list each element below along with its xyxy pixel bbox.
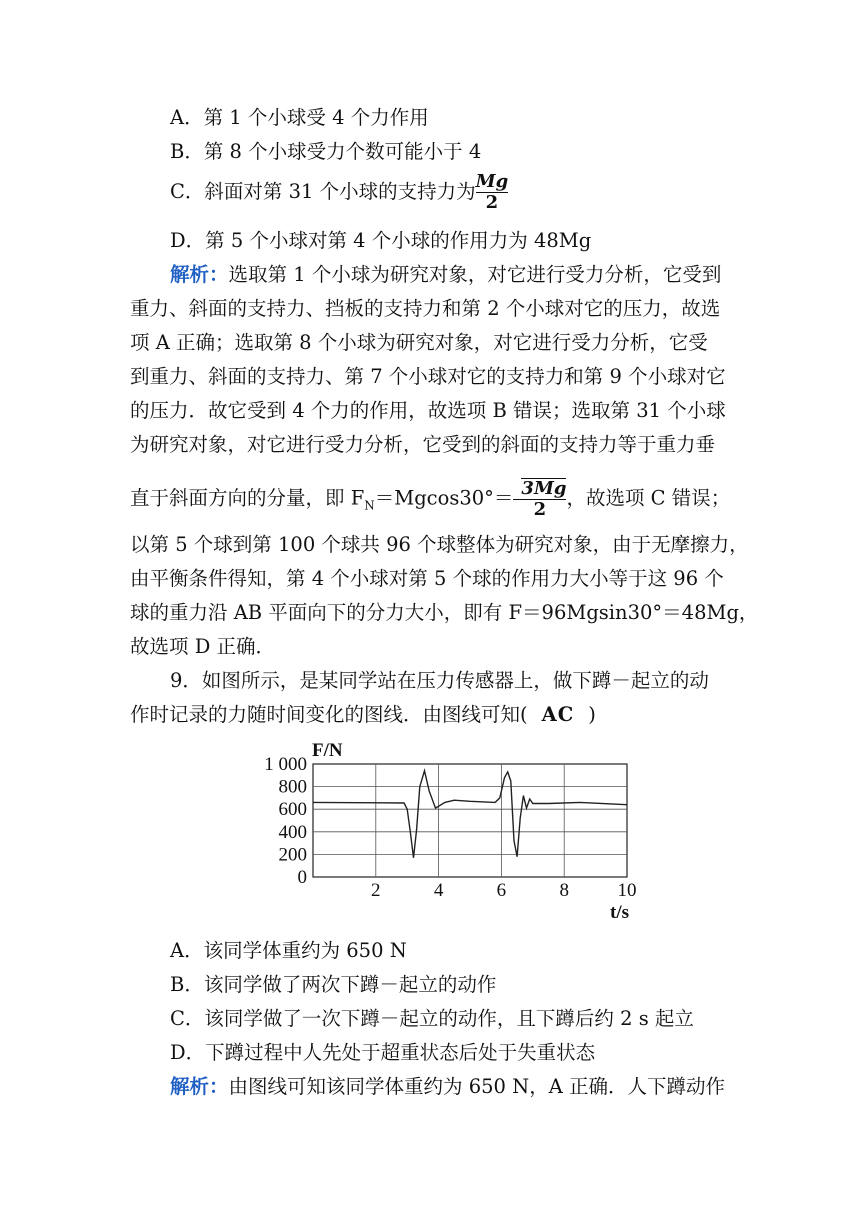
- x-tick-label: 4: [433, 880, 444, 901]
- q9-option-b: B．该同学做了两次下蹲－起立的动作: [170, 973, 497, 996]
- chart-grid: [313, 764, 627, 877]
- y-tick-label: 0: [297, 867, 307, 888]
- q8-solution-line-10: 球的重力沿 AB 平面向下的分力大小，即有 F＝96Mgsin30°＝48Mg，: [130, 601, 759, 624]
- solution-tag: 解析：: [170, 1075, 229, 1098]
- q9-option-d: D．下蹲过程中人先处于超重状态后处于失重状态: [170, 1041, 596, 1064]
- x-tick-label: 2: [371, 880, 381, 901]
- q8-solution-line-8: 以第 5 个球到第 100 个球共 96 个球整体为研究对象，由于无摩擦力，: [130, 533, 749, 556]
- q8-solution-line-9: 由平衡条件得知，第 4 个小球对第 5 个球的作用力大小等于这 96 个: [130, 567, 724, 590]
- q8-option-d: D．第 5 个小球对第 4 个小球的作用力为 48Mg: [170, 229, 592, 252]
- y-tick-label: 600: [278, 799, 307, 821]
- q8-option-c: [170, 172, 508, 213]
- q8-solution-line-6: 为研究对象，对它进行受力分析，它受到的斜面的支持力等于重力垂: [130, 433, 716, 456]
- y-tick-label: 400: [278, 821, 307, 843]
- x-tick-label: 10: [617, 880, 637, 901]
- force-series-line: [313, 771, 627, 858]
- y-tick-label: 200: [278, 844, 307, 866]
- x-tick-label: 6: [496, 880, 507, 901]
- q9-stem-close: ): [588, 703, 596, 726]
- plot-frame: [313, 764, 627, 877]
- subscript-n: N: [364, 498, 375, 513]
- q8-solution-line-4: 到重力、斜面的支持力、第 7 个小球对它的支持力和第 9 个小球对它: [130, 365, 726, 388]
- q9-solution-line-1: [170, 1074, 725, 1100]
- q8-solution-line-7: [130, 478, 730, 520]
- solution-text: ，故选项 C 错误；: [566, 486, 731, 510]
- q9-option-a: A．该同学体重约为 650 N: [170, 939, 407, 962]
- x-tick-label: 8: [559, 880, 569, 901]
- y-tick-label: 1 000: [264, 754, 307, 775]
- sqrt3-fraction: [513, 478, 566, 520]
- q8-option-c-text: C．斜面对第 31 个小球的支持力为: [170, 180, 476, 203]
- q8-solution-line-3: 项 A 正确；选取第 8 个小球为研究对象，对它进行受力分析，它受: [130, 331, 708, 354]
- q8-solution-line-11: 故选项 D 正确．: [130, 635, 276, 658]
- y-axis-label: F/N: [312, 740, 343, 761]
- q8-solution-line-1: [170, 262, 721, 288]
- solution-tag: 解析：: [170, 263, 229, 286]
- solution-text: 选取第 1 个小球为研究对象，对它进行受力分析，它受到: [228, 263, 722, 286]
- x-axis-label: t/s: [610, 902, 629, 923]
- q9-answer: AC: [541, 703, 575, 726]
- q9-option-c: C．该同学做了一次下蹲－起立的动作，且下蹲后约 2 s 起立: [170, 1007, 694, 1030]
- fraction-denominator: 2: [476, 192, 509, 213]
- chart-ticks: [264, 754, 636, 901]
- q9-stem-text: 作时记录的力随时间变化的图线．由图线可知(: [130, 703, 528, 726]
- force-time-chart: [250, 738, 670, 923]
- q8-solution-line-5: 的压力．故它受到 4 个力的作用，故选项 B 错误；选取第 31 个小球: [130, 399, 726, 422]
- solution-text: 由图线可知该同学体重约为 650 N，A 正确．人下蹲动作: [228, 1075, 725, 1098]
- fraction-numerator: Mg: [475, 171, 509, 192]
- q9-stem-line-2: [130, 702, 596, 728]
- fraction-denominator: 2: [513, 499, 566, 520]
- solution-text: ＝Mgcos30°＝: [374, 486, 514, 510]
- q9-stem-line-1: 9．如图所示，是某同学站在压力传感器上，做下蹲－起立的动: [170, 669, 709, 692]
- fraction-numerator: 3Mg: [521, 478, 567, 499]
- q8-solution-line-2: 重力、斜面的支持力、挡板的支持力和第 2 个小球对它的压力，故选: [130, 297, 721, 320]
- q8-option-a: A．第 1 个小球受 4 个力作用: [170, 106, 429, 129]
- q8-option-c-fraction: [476, 172, 509, 213]
- q8-option-b: B．第 8 个小球受力个数可能小于 4: [170, 140, 482, 163]
- y-tick-label: 800: [278, 776, 307, 798]
- solution-text: 直于斜面方向的分量，即 F: [130, 486, 365, 510]
